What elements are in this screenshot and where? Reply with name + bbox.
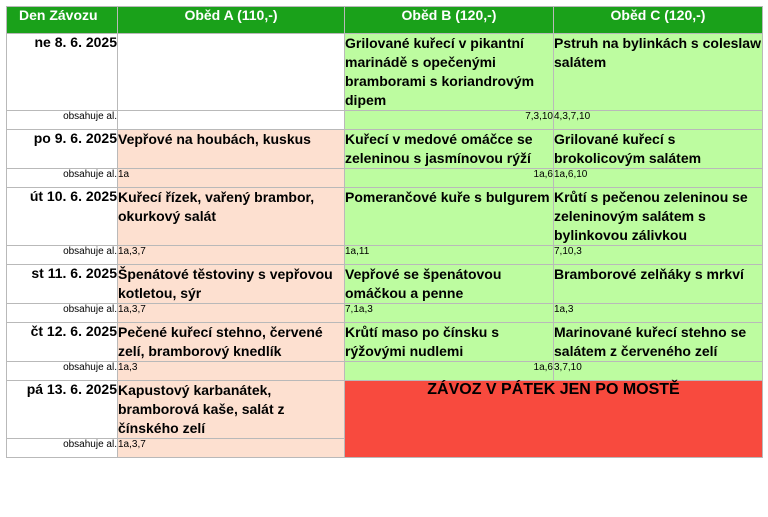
day-cell: st 11. 6. 2025 <box>7 265 118 304</box>
header-lunch-c: Oběd C (120,-) <box>554 7 763 34</box>
lunch-menu-table <box>6 6 763 458</box>
header-lunch-a: Oběd A (110,-) <box>118 7 345 34</box>
allergen-label: obsahuje al. <box>7 111 118 130</box>
allergen-label: obsahuje al. <box>7 169 118 188</box>
friday-delivery-notice: ZÁVOZ V PÁTEK JEN PO MOSTĚ <box>345 381 763 458</box>
allergens-b: 7,3,10 <box>345 111 554 130</box>
table-row <box>7 188 763 246</box>
allergen-row <box>7 362 763 381</box>
day-cell: út 10. 6. 2025 <box>7 188 118 246</box>
dish-c: Marinované kuřecí stehno se salátem z červeného zelí <box>554 323 763 362</box>
allergens-a: 1a,3 <box>118 362 345 381</box>
allergens-a: 1a <box>118 169 345 188</box>
allergens-c: 3,7,10 <box>554 362 763 381</box>
dish-b: Grilované kuřecí v pikantní marinádě s opečenými bramborami s koriandrovým dipem <box>345 34 554 111</box>
header-row <box>7 7 763 34</box>
allergen-label: obsahuje al. <box>7 362 118 381</box>
header-day: Den Závozu <box>7 7 118 34</box>
allergens-b: 7,1a,3 <box>345 304 554 323</box>
table-row <box>7 34 763 111</box>
dish-c: Grilované kuřecí s brokolicovým salátem <box>554 130 763 169</box>
allergen-row <box>7 111 763 130</box>
dish-a: Kuřecí řízek, vařený brambor, okurkový salát <box>118 188 345 246</box>
header-lunch-b: Oběd B (120,-) <box>345 7 554 34</box>
day-cell: ne 8. 6. 2025 <box>7 34 118 111</box>
dish-a: Kapustový karbanátek, bramborová kaše, salát z čínského zelí <box>118 381 345 439</box>
allergen-label: obsahuje al. <box>7 439 118 458</box>
table-row <box>7 381 763 439</box>
allergens-a <box>118 111 345 130</box>
table-row <box>7 323 763 362</box>
allergens-c: 4,3,7,10 <box>554 111 763 130</box>
day-cell: čt 12. 6. 2025 <box>7 323 118 362</box>
allergens-b: 1a,6 <box>345 169 554 188</box>
dish-a: Špenátové těstoviny s vepřovou kotletou, sýr <box>118 265 345 304</box>
allergens-c: 1a,6,10 <box>554 169 763 188</box>
dish-a: Pečené kuřecí stehno, červené zelí, bramborový knedlík <box>118 323 345 362</box>
allergens-a: 1a,3,7 <box>118 439 345 458</box>
dish-b: Krůtí maso po čínsku s rýžovými nudlemi <box>345 323 554 362</box>
dish-c: Pstruh na bylinkách s coleslaw salátem <box>554 34 763 111</box>
dish-b: Pomerančové kuře s bulgurem <box>345 188 554 246</box>
dish-b: Vepřové se špenátovou omáčkou a penne <box>345 265 554 304</box>
table-row <box>7 130 763 169</box>
allergen-row <box>7 169 763 188</box>
allergens-c: 7,10,3 <box>554 246 763 265</box>
allergens-b: 1a,11 <box>345 246 554 265</box>
allergens-b: 1a,6 <box>345 362 554 381</box>
allergens-a: 1a,3,7 <box>118 246 345 265</box>
allergen-row <box>7 304 763 323</box>
dish-b: Kuřecí v medové omáčce se zeleninou s jasmínovou rýží <box>345 130 554 169</box>
day-cell: po 9. 6. 2025 <box>7 130 118 169</box>
dish-c: Krůtí s pečenou zeleninou se zeleninovým salátem s bylinkovou zálivkou <box>554 188 763 246</box>
table-row <box>7 265 763 304</box>
allergen-row <box>7 246 763 265</box>
allergen-label: obsahuje al. <box>7 246 118 265</box>
allergen-label: obsahuje al. <box>7 304 118 323</box>
day-cell: pá 13. 6. 2025 <box>7 381 118 439</box>
allergens-a: 1a,3,7 <box>118 304 345 323</box>
dish-a <box>118 34 345 111</box>
dish-c: Bramborové zelňáky s mrkví <box>554 265 763 304</box>
dish-a: Vepřové na houbách, kuskus <box>118 130 345 169</box>
allergens-c: 1a,3 <box>554 304 763 323</box>
